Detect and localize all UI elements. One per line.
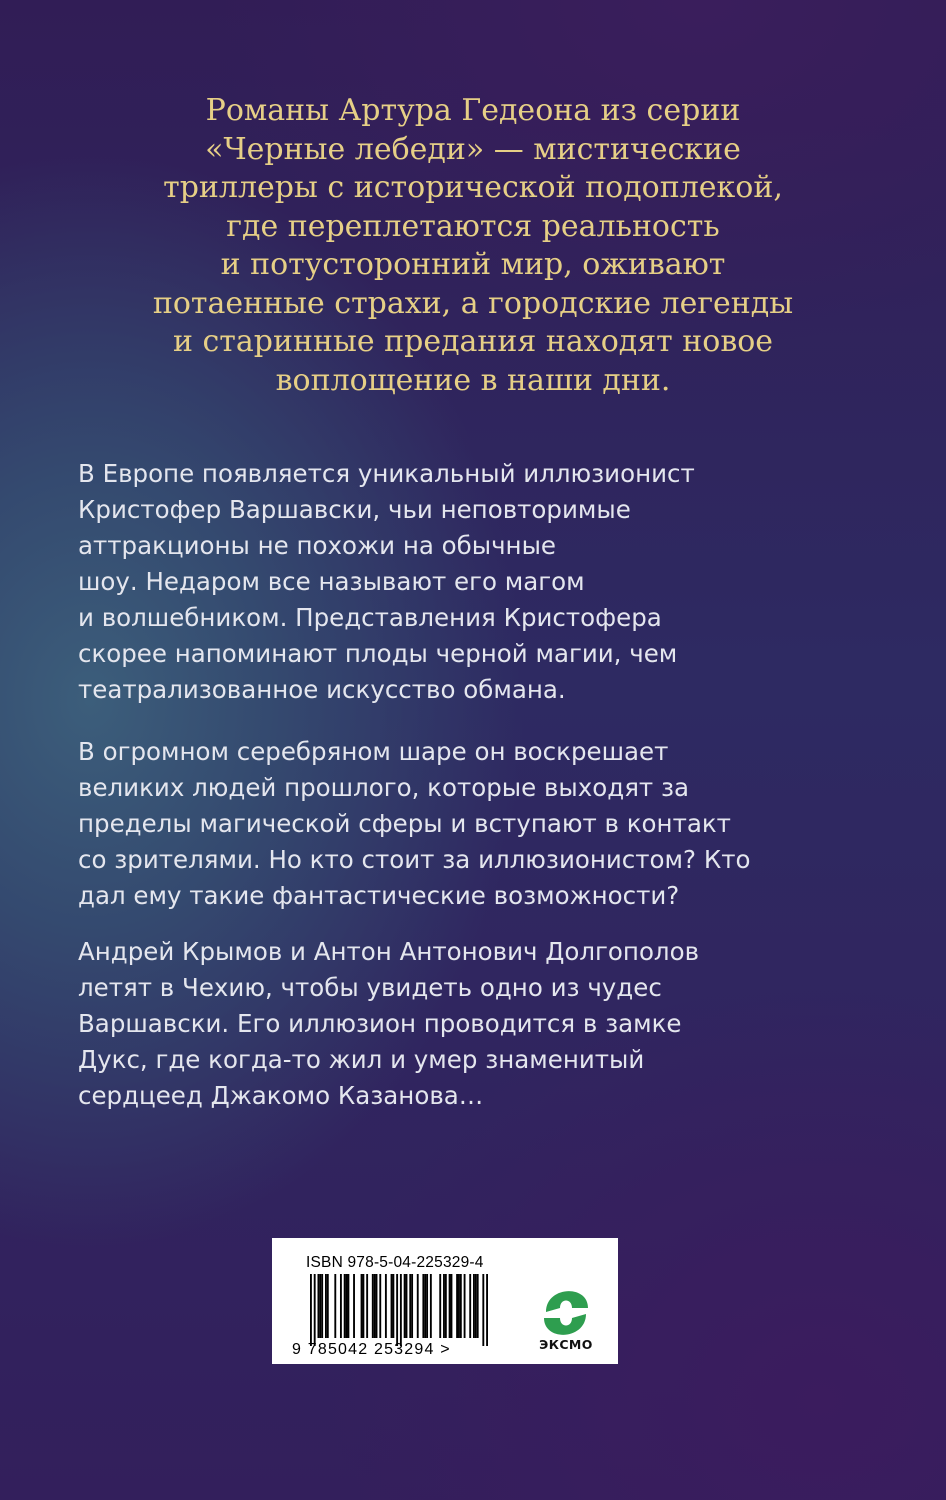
annotation-paragraph-1: [78, 456, 868, 708]
barcode-bar: [424, 1274, 426, 1338]
barcode-digits: 9 785042 253294 >: [292, 1341, 451, 1358]
barcode-bar: [391, 1274, 393, 1338]
annotation-line: В огромном серебряном шаре он воскрешает: [78, 737, 669, 766]
barcode-bar: [475, 1274, 477, 1338]
barcode-bar: [406, 1274, 408, 1338]
annotation-line: скорее напоминают плоды черной магии, чем: [78, 639, 678, 668]
annotation-line: аттракционы не похожи на обычные: [78, 531, 556, 560]
barcode-bar: [374, 1274, 376, 1338]
barcode-bar: [317, 1274, 319, 1338]
barcode-bar: [366, 1274, 368, 1338]
isbn-barcode-panel: [272, 1238, 618, 1364]
annotation-line: Кристофер Варшавски, чьи неповторимые: [78, 495, 631, 524]
annotation-line: Дукс, где когда-то жил и умер знаменитый: [78, 1045, 645, 1074]
barcode-bar: [426, 1274, 428, 1338]
barcode-bar: [449, 1274, 451, 1338]
barcode-bar: [327, 1274, 329, 1338]
barcode-bar: [310, 1274, 312, 1346]
barcode-bar: [334, 1274, 336, 1338]
barcode-bar: [361, 1274, 363, 1338]
series-blurb-line: «Черные лебеди» — мистические: [205, 131, 741, 167]
isbn-label: ISBN 978-5-04-225329-4: [306, 1254, 484, 1271]
barcode-bar: [325, 1274, 327, 1338]
barcode-bar: [353, 1274, 355, 1338]
barcode-bar: [456, 1274, 458, 1338]
series-blurb-line: и старинные предания находят новое: [172, 324, 774, 359]
barcode-bar: [319, 1274, 321, 1338]
barcode-bar: [396, 1274, 398, 1346]
series-blurb-line: Романы Артура Гедеона из серии: [205, 93, 741, 128]
publisher-name: ЭКСМО: [539, 1337, 593, 1352]
barcode-bar: [482, 1274, 484, 1346]
annotation-line: театрализованное искусство обмана.: [78, 675, 566, 704]
annotation-line: сердцеед Джакомо Казанова…: [78, 1081, 484, 1110]
barcode-bar: [469, 1274, 471, 1338]
barcode-bar: [347, 1274, 349, 1338]
series-blurb: [60, 92, 886, 400]
barcode-bar: [473, 1274, 475, 1338]
barcode-bar: [362, 1274, 364, 1338]
barcode-bar: [340, 1274, 342, 1338]
barcode-bar: [409, 1274, 411, 1338]
barcode-bar: [346, 1274, 348, 1338]
annotation-paragraph-2: [78, 734, 868, 914]
annotation-line: летят в Чехию, чтобы увидеть одно из чудес: [78, 973, 662, 1002]
barcode-bar: [477, 1274, 479, 1338]
barcode-bar: [379, 1274, 381, 1338]
barcode-bar: [392, 1274, 394, 1338]
series-blurb-line: где переплетаются реальность: [226, 208, 720, 244]
annotation-paragraph-3: [78, 934, 868, 1114]
barcode-bar: [486, 1274, 488, 1346]
barcode-icon: [310, 1274, 488, 1346]
barcode-bar: [376, 1274, 378, 1338]
annotation-line: Варшавски. Его иллюзион проводится в замке: [78, 1009, 682, 1038]
annotation-line: В Европе появляется уникальный иллюзионист: [78, 459, 695, 488]
annotation-line: шоу. Недаром все называют его магом: [78, 567, 585, 596]
barcode-bar: [385, 1274, 387, 1338]
annotation-line: пределы магической сферы и вступают в контакт: [78, 809, 731, 838]
barcode-bar: [458, 1274, 460, 1338]
barcode-bar: [430, 1274, 432, 1338]
barcode-bar: [400, 1274, 402, 1346]
barcode-bar: [443, 1274, 445, 1338]
series-blurb-line: воплощение в наши дни.: [275, 362, 671, 398]
annotation-line: и волшебником. Представления Кристофера: [78, 603, 662, 632]
barcode-bar: [404, 1274, 406, 1338]
barcode-bar: [417, 1274, 419, 1338]
annotation-line: дал ему такие фантастические возможности?: [78, 881, 680, 910]
annotation-line: со зрителями. Но кто стоит за иллюзионистом? Кто: [78, 845, 751, 874]
series-blurb-line: и потусторонний мир, оживают: [220, 247, 726, 282]
series-blurb-line: потаенные страхи, а городские легенды: [152, 285, 794, 321]
barcode-bar: [314, 1274, 316, 1346]
barcode-bar: [411, 1274, 413, 1338]
barcode-bar: [321, 1274, 323, 1338]
barcode-bar: [344, 1274, 346, 1338]
annotation-line: великих людей прошлого, которые выходят за: [78, 773, 690, 802]
barcode-bar: [464, 1274, 466, 1338]
barcode-bar: [422, 1274, 424, 1338]
annotation-line: Андрей Крымов и Антон Антонович Долгополов: [78, 937, 700, 966]
barcode-bar: [439, 1274, 441, 1338]
series-blurb-line: триллеры с исторической подоплекой,: [163, 170, 783, 205]
barcode-bar: [445, 1274, 447, 1338]
barcode-bar: [451, 1274, 453, 1338]
barcode-bar: [460, 1274, 462, 1338]
barcode-bar: [372, 1274, 374, 1338]
